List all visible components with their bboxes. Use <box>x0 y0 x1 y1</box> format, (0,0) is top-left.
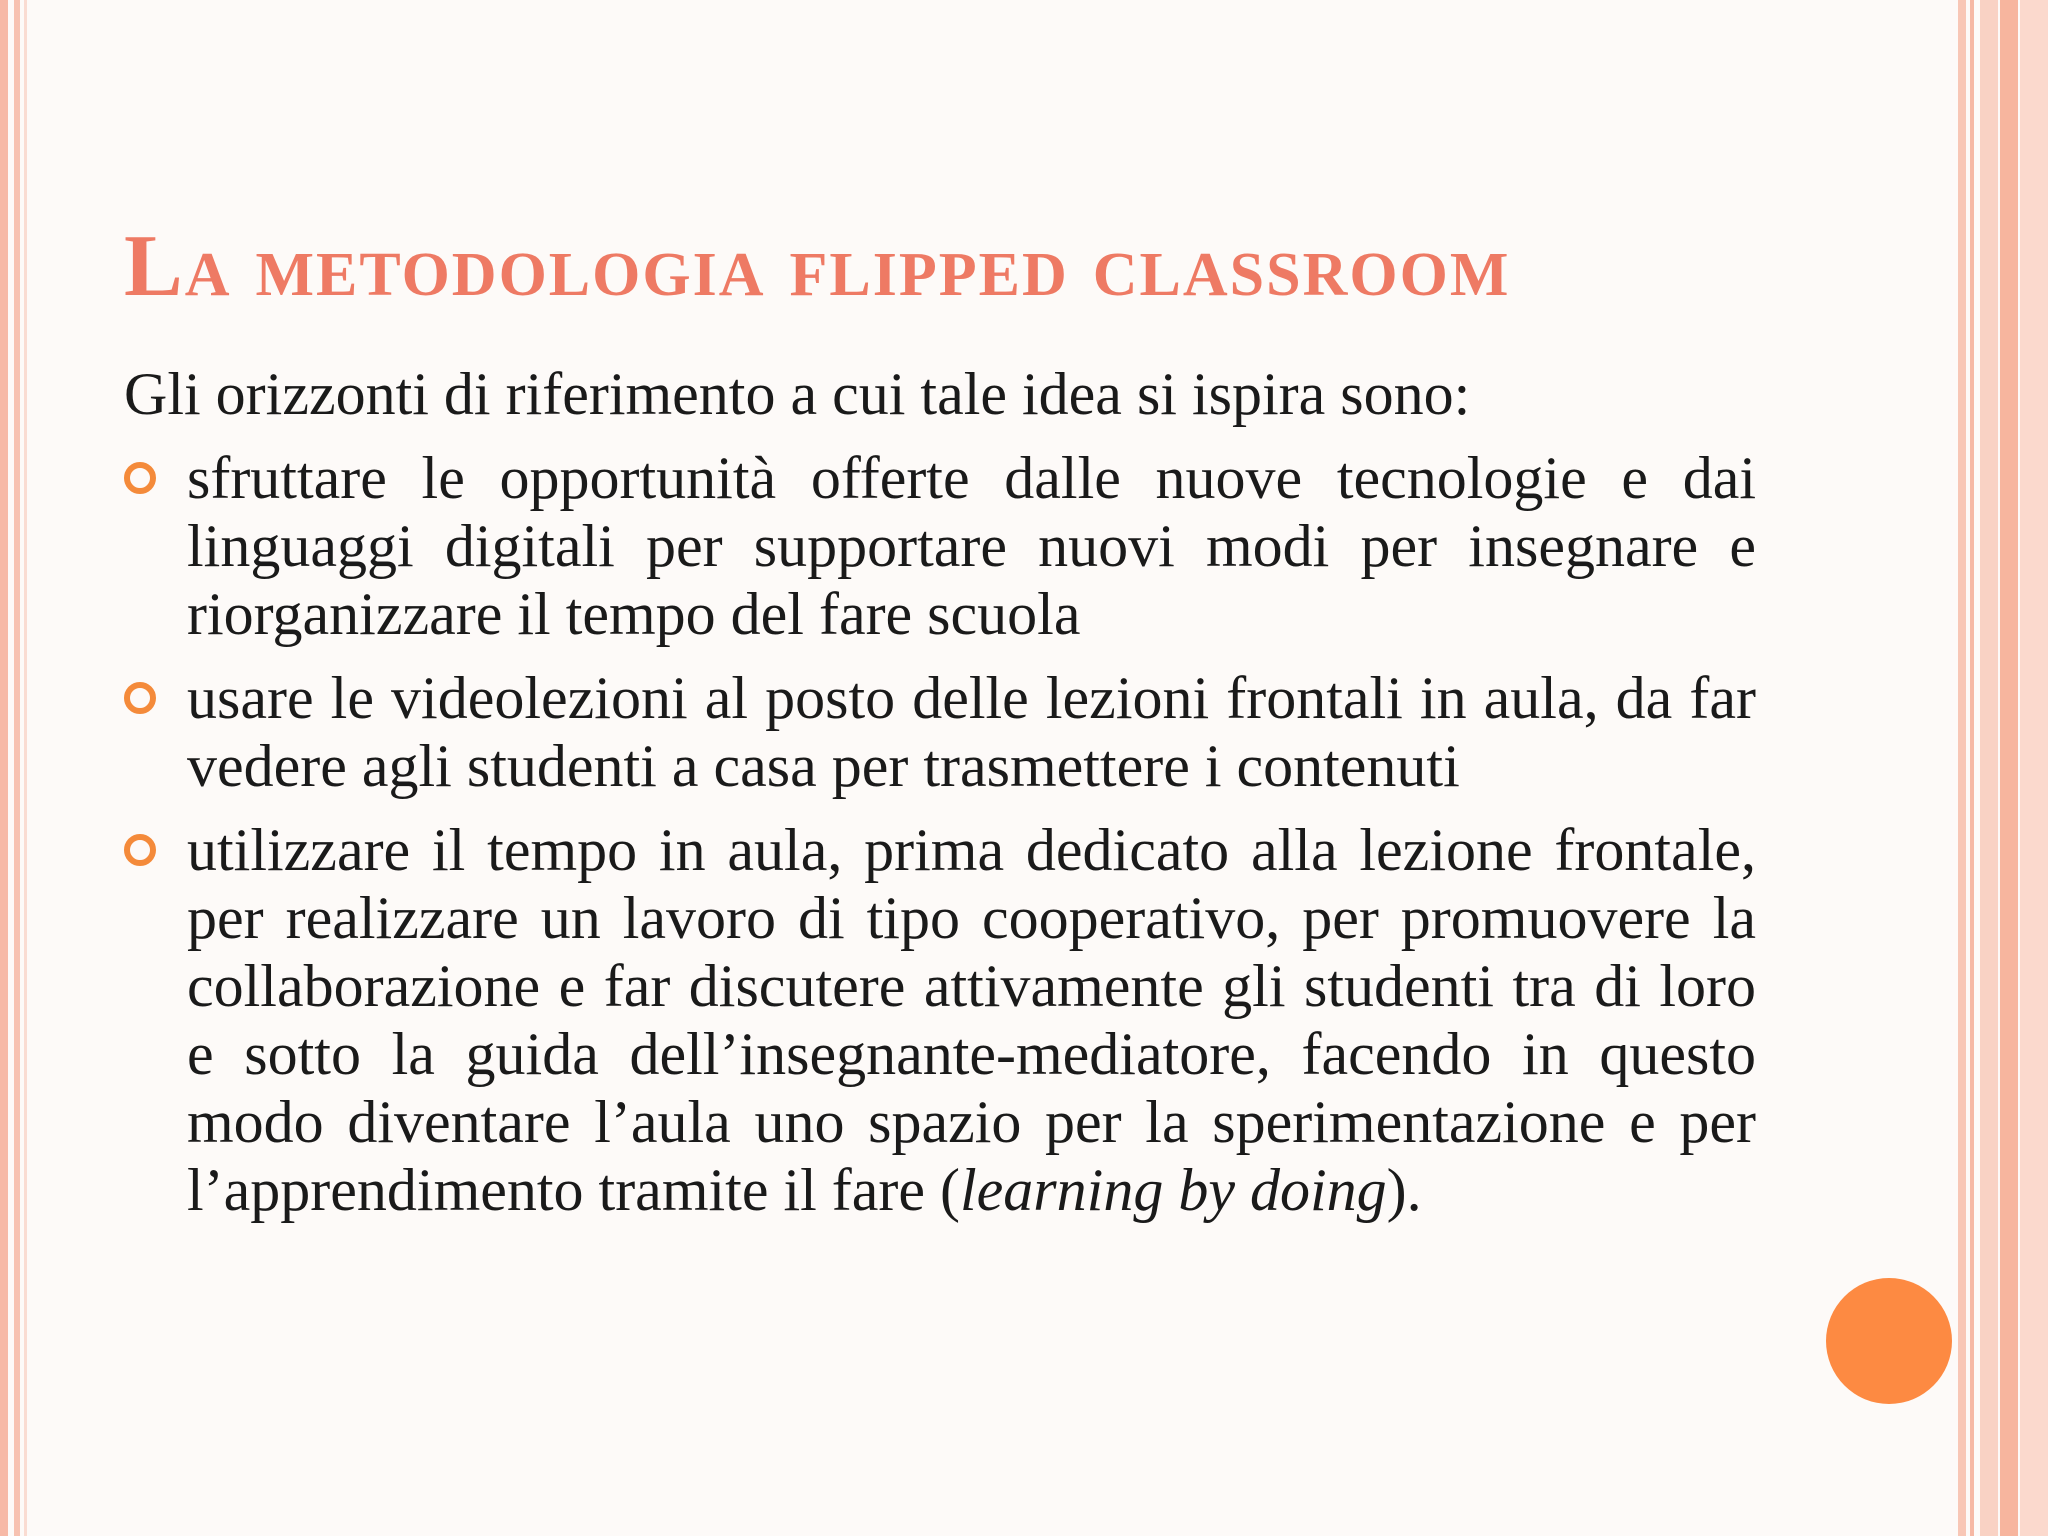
decorative-orange-circle <box>1826 1278 1952 1404</box>
left-stripe-inner <box>24 0 27 1536</box>
bullet-text-3-after: ). <box>1386 1157 1422 1223</box>
left-stripe-middle <box>14 0 20 1536</box>
bullet-text-2: usare le videolezioni al posto delle lezioni frontali in aula, da far vedere agli studenti a casa per trasmettere i contenuti <box>187 665 1756 799</box>
bullet-text-1: sfruttare le opportunità offerte dalle nuove tecnologie e dai linguaggi digitali per supportare nuovi modi per insegnare e riorganizzare il tempo del fare scuola <box>187 445 1756 647</box>
bullet-list <box>124 444 1756 1224</box>
bullet-text-3-emphasis: learning by doing <box>960 1157 1387 1223</box>
ring-bullet-icon <box>124 682 156 714</box>
right-stripe-4 <box>2000 0 2018 1536</box>
right-stripe-2 <box>1970 0 1974 1536</box>
slide-body <box>124 360 1756 1240</box>
bullet-item-3 <box>124 816 1756 1224</box>
ring-bullet-icon <box>124 834 156 866</box>
right-stripe-1 <box>1958 0 1966 1536</box>
right-stripe-5 <box>2020 0 2048 1536</box>
left-stripe-outer <box>0 0 8 1536</box>
bullet-item-1 <box>124 444 1756 648</box>
intro-text: Gli orizzonti di riferimento a cui tale idea si ispira sono: <box>124 361 1471 427</box>
bullet-text-3-before: utilizzare il tempo in aula, prima dedicato alla lezione frontale, per realizzare un lavoro di tipo cooperativo, per promuovere la collaborazione e far discutere attivamente gli studenti tra di loro e sotto la guida dell’insegnante-mediatore, facendo in questo modo diventare l’aula uno spazio per la sperimentazione e per l’apprendimento tramite il fare ( <box>187 817 1756 1223</box>
right-stripe-3 <box>1980 0 1998 1536</box>
bullet-item-2 <box>124 664 1756 800</box>
slide-title: La metodologia flipped classroom <box>124 218 1511 315</box>
ring-bullet-icon <box>124 462 156 494</box>
